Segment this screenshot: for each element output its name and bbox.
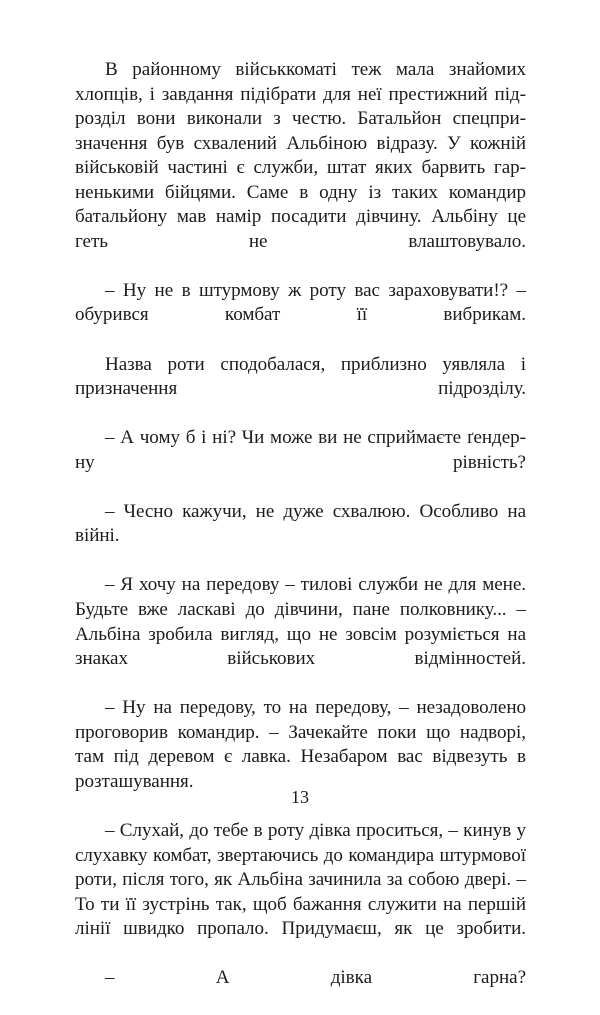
paragraph: – Я хочу на передову – тилові служби не для мене. Будьте вже ласкаві до дівчини, пане полковнику... – Альбіна зробила вигляд, що не зовсім розуміється на знаках військових відмінностей. (75, 574, 526, 670)
page-body-text (75, 58, 526, 1015)
paragraph: – Ну на передову, то на передову, – незадоволено проговорив командир. – Зачекайте поки що надворі, там під деревом є лавка. Незабаром вас відвезуть в розташування. (75, 697, 526, 792)
paragraph: В районному військкоматі теж мала знайомих хлопців, і завдання підібрати для неї престижний підрозділ вони виконали з честю. Батальйон спецпризначення був схвалений Альбіною відразу. У кожній військовій частині є служби, штат яких барвить гарненькими бійцями. Саме в одну із таких командир батальйону мав намір посадити дівчину. Альбіну це геть не влаштовувало. (75, 59, 526, 252)
paragraph: Назва роти сподобалася, приблизно уявляла і призначення підрозділу. (75, 353, 526, 400)
paragraph: – Ну не в штурмову ж роту вас зараховувати!? – обурився комбат її вибрикам. (75, 279, 526, 326)
paragraph: – А чому б і ні? Чи може ви не сприймаєте ґендерну рівність? (75, 427, 526, 473)
paragraph: – Чесно кажучи, не дуже схвалюю. Особливо на війні. (75, 500, 526, 547)
paragraph: – А дівка гарна? (105, 967, 526, 989)
paragraph: – Слухай, до тебе в роту дівка проситься, – кинув у слухавку комбат, звертаючись до командира штурмової роти, після того, як Альбіна зачинила за собою двері. – То ти її зустрінь так, щоб бажання служити на першій лінії швидко пропало. Придумаєш, як це зробити. (75, 819, 526, 940)
page-number: 13 (291, 787, 309, 807)
